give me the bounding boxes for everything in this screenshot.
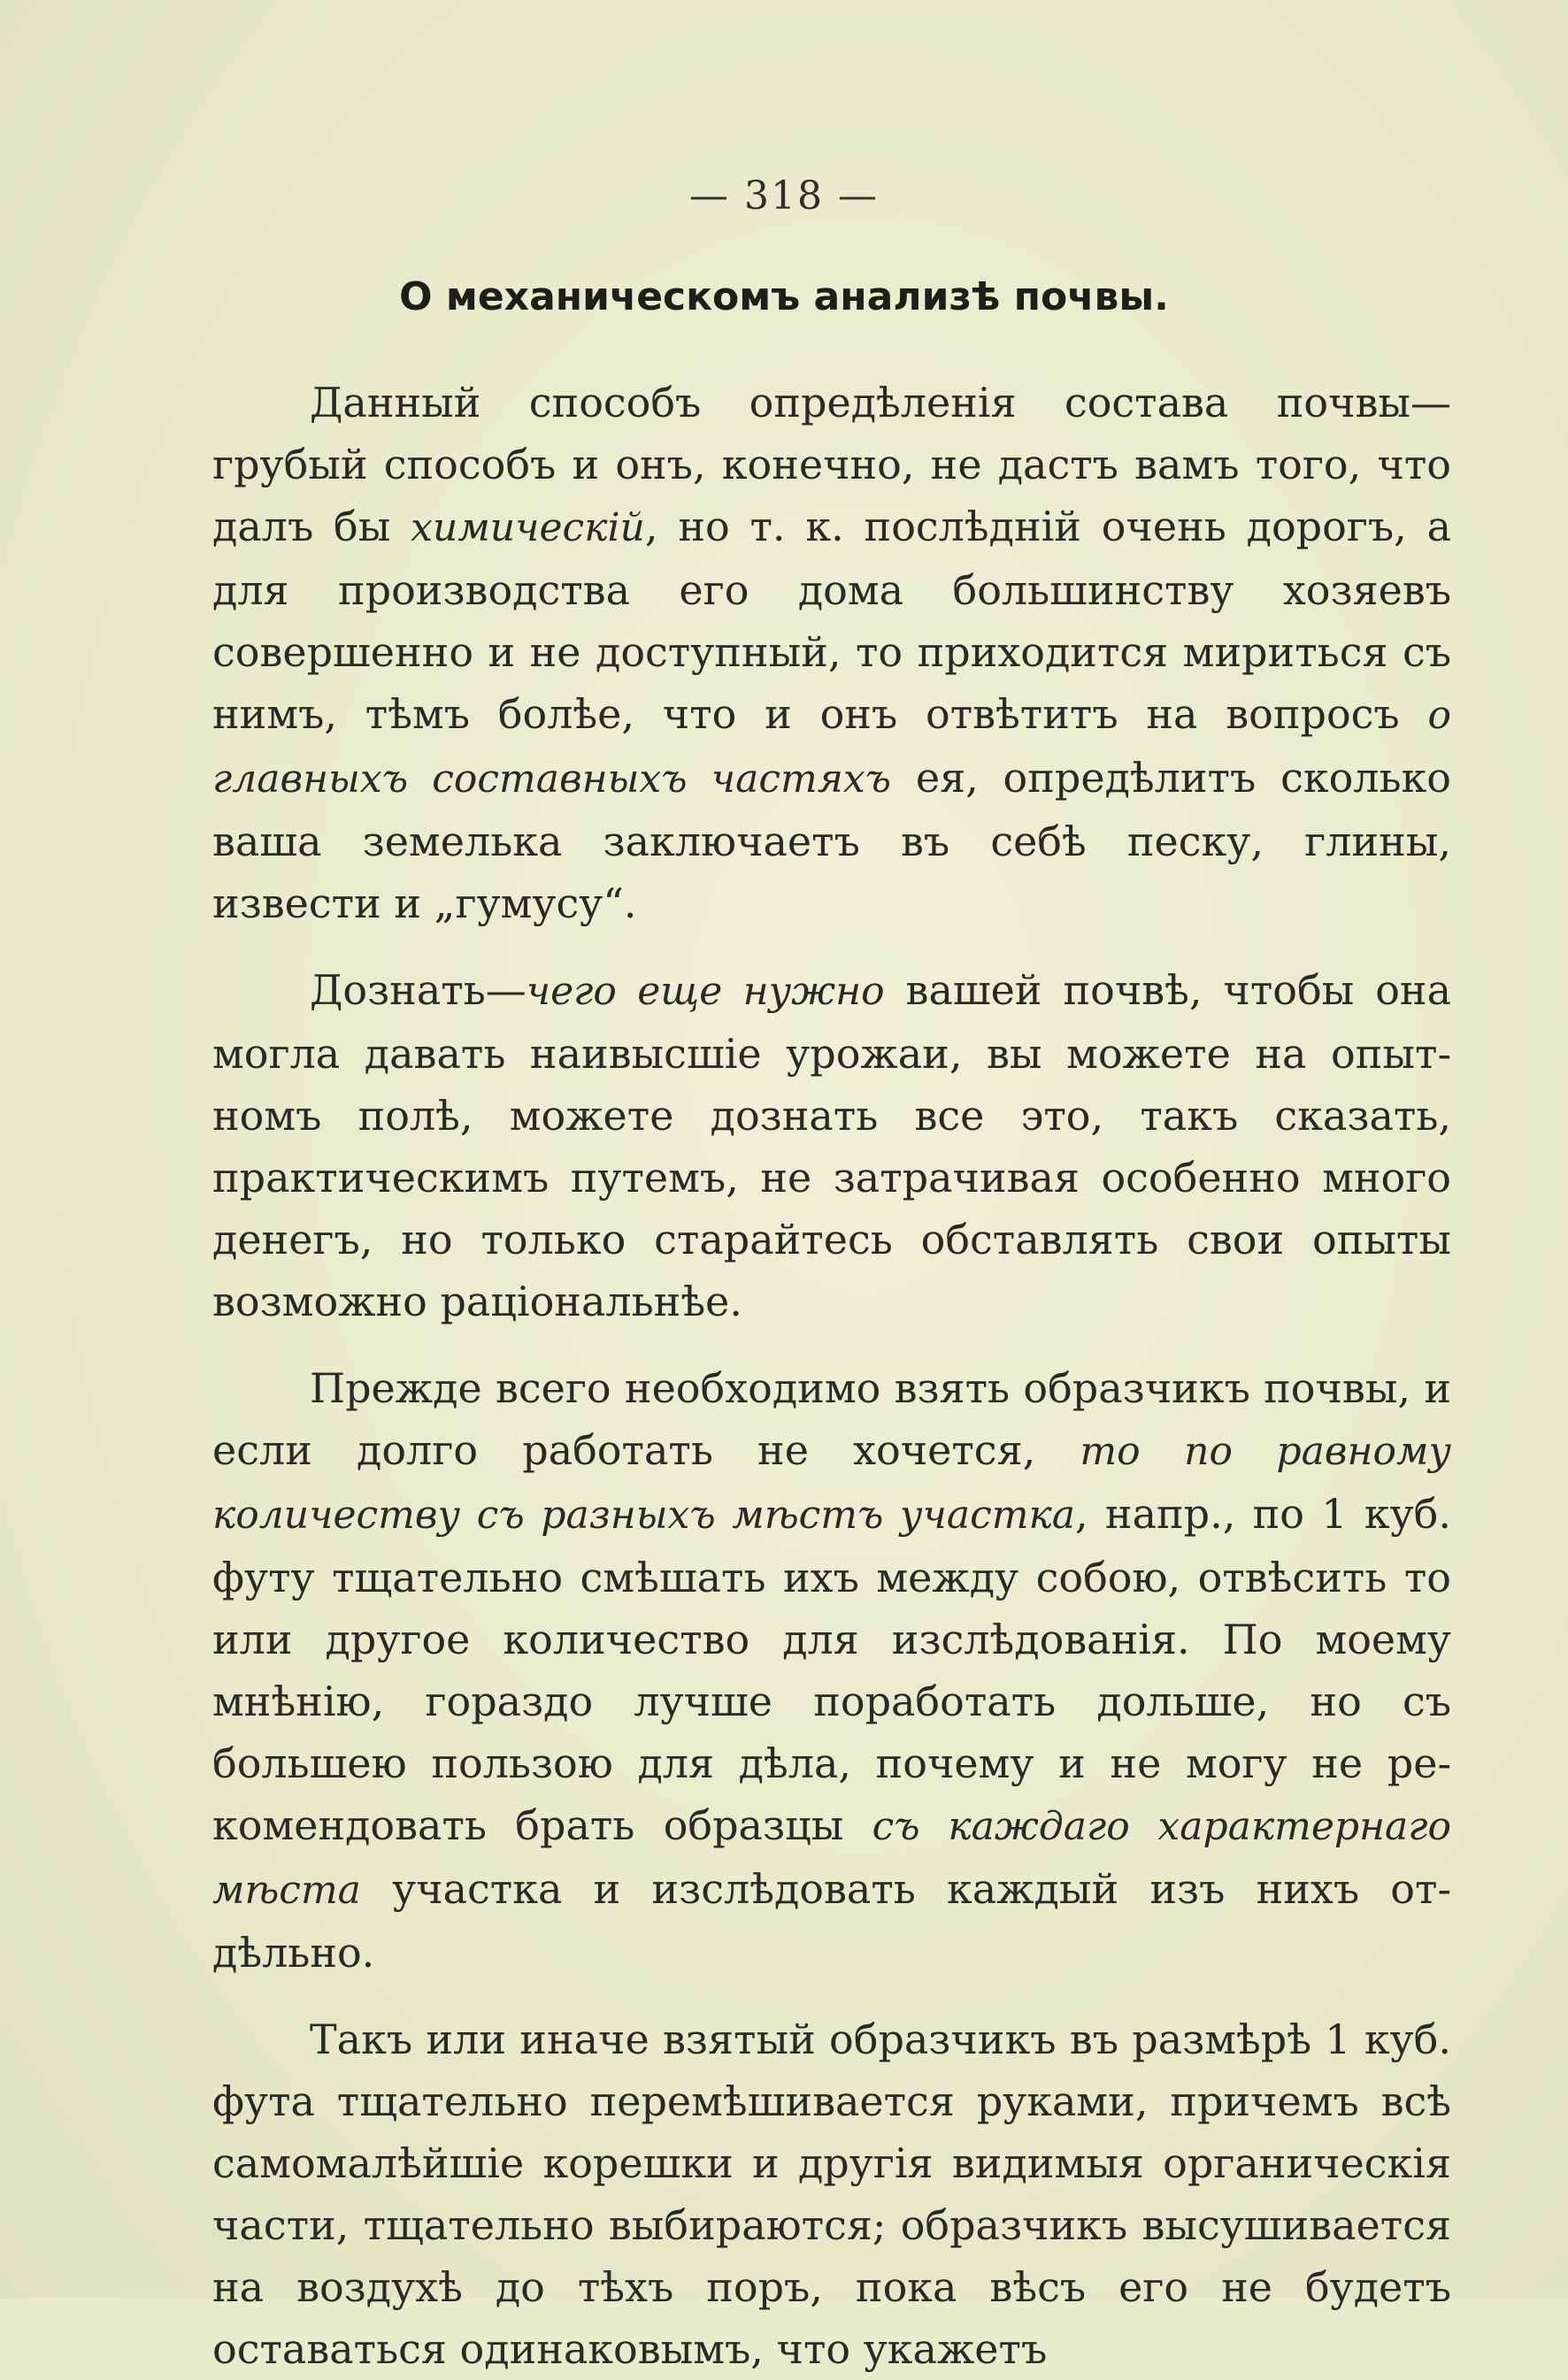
text-span: ея, опредѣлитъ сколько ваша земелька заключаетъ въ себѣ песку, глины, извести и „гумусу“. [212,754,1451,927]
text-span: , напр., по 1 куб. футу тщательно смѣшать ихъ между собою, отвѣсить то или другое количество для изслѣдованія. По моему мнѣнію, гораздо лучше поработать дольше, но съ большею пользою для дѣла, почему и не могу не рекомендовать брать образцы [212,1490,1451,1849]
text-span: Данный способъ опредѣленія состава почвы— грубый способъ и онъ, конечно, не дастъ вамъ того, что далъ бы [212,379,1451,550]
italic-span: чего еще нужно [526,969,885,1014]
text-span: Прежде всего необходимо взять образчикъ почвы, и если долго работать не хочется, [212,1364,1451,1474]
text-span: Такъ или иначе взятый образчикъ въ размѣрѣ 1 куб. фута тщательно перемѣшивается руками, причемъ всѣ самомалѣйшіе корешки и другія видимыя органическія части, тщательно выбираются; образчикъ высушивается на воздухѣ до тѣхъ поръ, пока вѣсъ его не будетъ оставаться одинаковымъ, что укажетъ [212,2015,1451,2373]
italic-span: химическій [411,505,645,550]
text-span: , но т. к. послѣдній очень дорогъ, а для производства его дома большинству хозяевъ совершенно и не доступный, то приходится мириться съ нимъ, тѣмъ болѣе, что и онъ отвѣтитъ на вопросъ [212,503,1451,738]
paragraph-2 [212,959,1451,1332]
italic-span: съ каждаго характернаго мѣста [212,1804,1452,1913]
italic-span: о главныхъ составныхъ частяхъ [212,693,1451,802]
paragraph-4 [212,2008,1451,2380]
text-span: вашей почвѣ, чтобы она могла давать наивысшіе урожаи, вы можете на опытномъ полѣ, можете дознать все это, такъ сказать, практическимъ путемъ, не затрачивая особенно много денегъ, но только старайтесь обставлять свои опыты возможно раціональнѣе. [212,966,1451,1325]
text-span: участка и изслѣдовать каждый изъ нихъ отдѣльно. [212,1865,1451,1977]
paragraph-3 [212,1357,1451,1984]
italic-span: то по равному количеству съ разныхъ мѣстъ участка [212,1429,1451,1538]
page-title: О механическомъ анализѣ почвы. [399,274,1169,319]
paragraph-1 [212,372,1451,934]
text-span: Дознать— [310,966,527,1014]
page-body [212,372,1451,2380]
page-number: — 318 — [689,173,879,219]
